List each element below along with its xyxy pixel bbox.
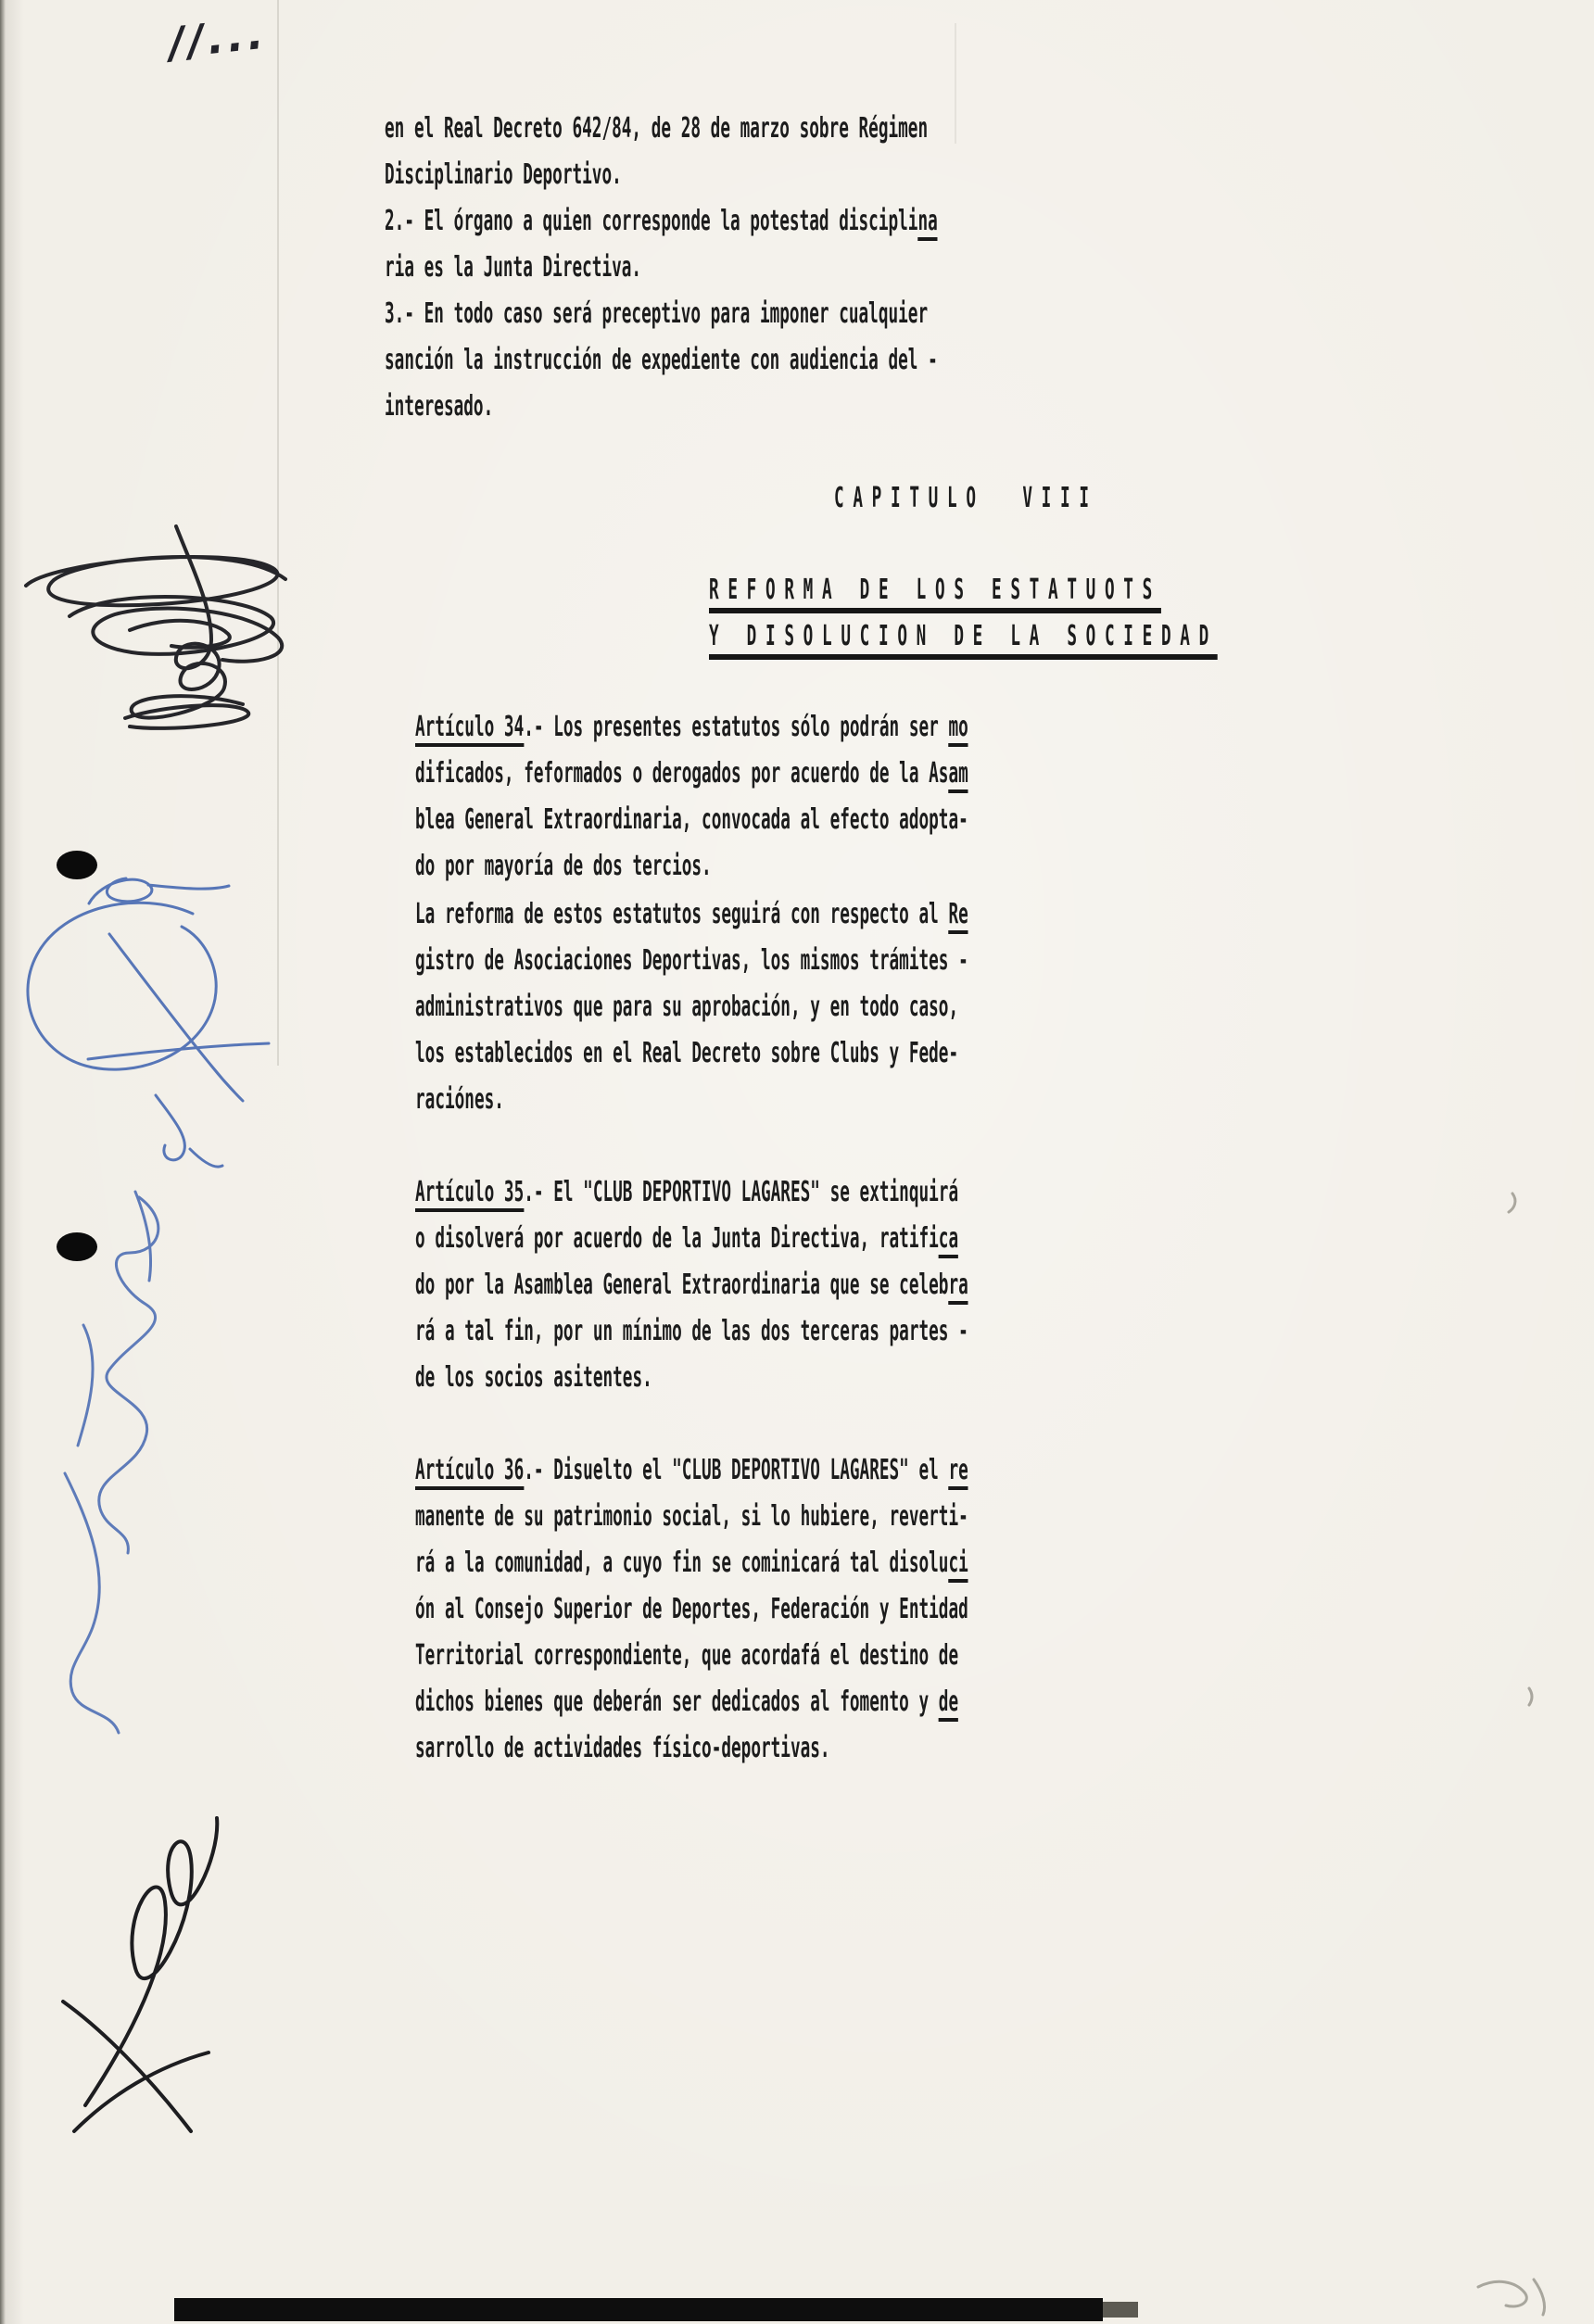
text-line: Territorial correspondiente, que acordafá el destino de xyxy=(415,1639,959,1672)
text-line: CAPITULO VIII xyxy=(834,482,1098,514)
margin-smudges xyxy=(1478,1194,1545,2315)
text-line: rá a la comunidad, a cuyo fin se cominicará tal disoluci xyxy=(415,1540,968,1586)
chapter-heading xyxy=(834,475,1098,522)
signature-black-top xyxy=(26,526,285,728)
paragraph-disciplinary xyxy=(385,106,938,430)
paragraph-articulo-35 xyxy=(415,1169,968,1401)
text-line: interesado. xyxy=(385,390,494,423)
text-line: rá a tal fin, por un mínimo de las dos terceras partes - xyxy=(415,1315,968,1347)
continuation-mark: //... xyxy=(166,7,270,69)
scan-left-edge xyxy=(0,0,6,2324)
text-line: raciónes. xyxy=(415,1083,504,1116)
text-line: REFORMA DE LOS ESTATUOTS xyxy=(709,567,1218,613)
signature-black-bottom xyxy=(63,1818,217,2131)
scan-bottom-bar xyxy=(174,2298,1103,2321)
text-line: 3.- En todo caso será preceptivo para imponer cualquier xyxy=(385,297,929,330)
hole-punch-bottom xyxy=(57,1232,97,1261)
text-line: administrativos que para su aprobación, y en todo caso, xyxy=(415,991,959,1023)
text-line: ria es la Junta Directiva. xyxy=(385,251,642,284)
text-line: blea General Extraordinaria, convocada al efecto adopta- xyxy=(415,803,968,836)
text-line: dificados, feformados o derogados por acuerdo de la Asam xyxy=(415,751,968,797)
scan-bottom-bar-tail xyxy=(1103,2302,1138,2318)
text-line: sanción la instrucción de expediente con audiencia del - xyxy=(385,344,938,376)
paragraph-articulo-34 xyxy=(415,704,968,890)
signature-blue-upper xyxy=(28,878,269,1167)
text-line: o disolverá por acuerdo de la Junta Directiva, ratifica xyxy=(415,1216,968,1262)
text-line: La reforma de estos estatutos seguirá con respecto al Re xyxy=(415,891,968,938)
section-title xyxy=(709,567,1218,660)
text-line: Artículo 36.- Disuelto el "CLUB DEPORTIVO LAGARES" el re xyxy=(415,1447,968,1494)
text-line: do por la Asamblea General Extraordinaria que se celebra xyxy=(415,1262,968,1308)
text-line: en el Real Decreto 642/84, de 28 de marzo sobre Régimen xyxy=(385,112,929,145)
text-line: Artículo 34.- Los presentes estatutos sólo podrán ser mo xyxy=(415,704,968,751)
text-line: dichos bienes que deberán ser dedicados al fomento y de xyxy=(415,1679,968,1725)
paragraph-reforma xyxy=(415,891,968,1123)
text-line: 2.- El órgano a quien corresponde la potestad disciplina xyxy=(385,198,938,245)
signature-blue-lower xyxy=(65,1192,158,1733)
text-line: los establecidos en el Real Decreto sobre Clubs y Fede- xyxy=(415,1037,959,1069)
text-line: gistro de Asociaciones Deportivas, los mismos trámites - xyxy=(415,944,968,977)
paragraph-articulo-36 xyxy=(415,1447,968,1772)
text-line: manente de su patrimonio social, si lo hubiere, reverti- xyxy=(415,1500,968,1533)
text-line: Artículo 35.- El "CLUB DEPORTIVO LAGARES" se extinquirá xyxy=(415,1169,968,1216)
paper-crease xyxy=(277,0,279,1066)
text-line: Disciplinario Deportivo. xyxy=(385,158,622,191)
text-line: Y DISOLUCION DE LA SOCIEDAD xyxy=(709,613,1218,660)
text-line: ón al Consejo Superior de Deportes, Federación y Entidad xyxy=(415,1593,968,1625)
text-line: sarrollo de actividades físico-deportivas. xyxy=(415,1732,830,1764)
text-line: do por mayoría de dos tercios. xyxy=(415,850,712,882)
text-line: de los socios asitentes. xyxy=(415,1361,652,1394)
hole-punch-top xyxy=(57,851,97,879)
paper-crease-top-right xyxy=(955,23,956,144)
